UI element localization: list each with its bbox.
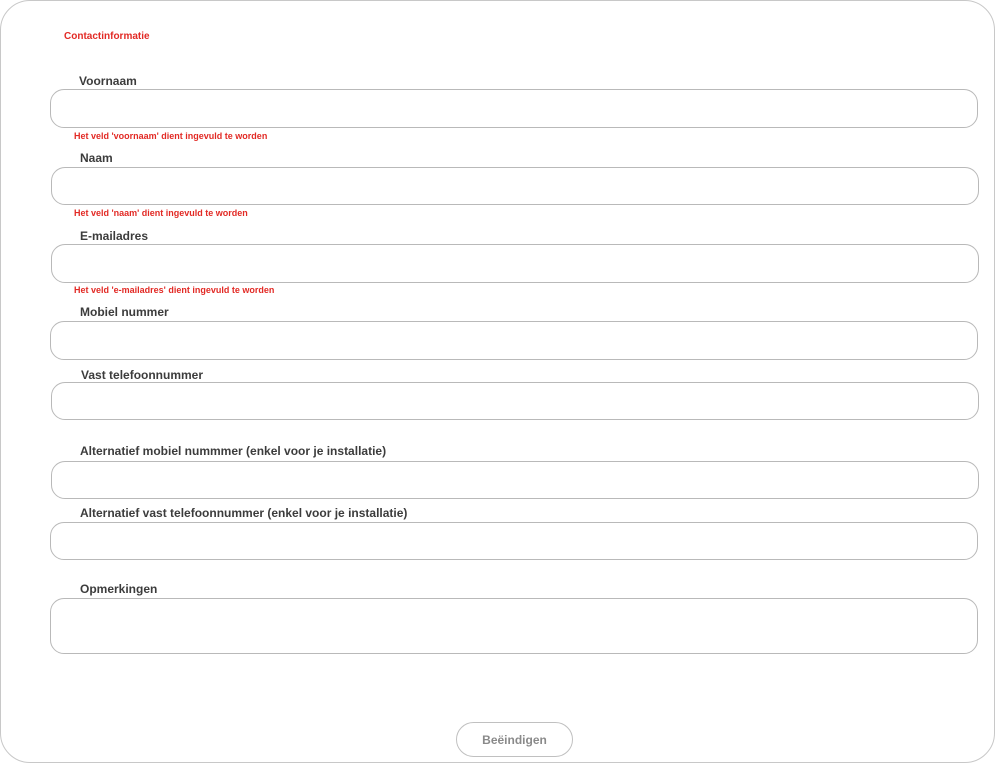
last-name-error: Het veld 'naam' dient ingevuld te worden <box>74 208 248 218</box>
section-title: Contactinformatie <box>64 31 150 42</box>
last-name-input[interactable] <box>51 167 979 205</box>
alt-mobile-input[interactable] <box>51 461 979 499</box>
landline-input[interactable] <box>51 382 979 420</box>
alt-landline-input[interactable] <box>50 522 978 560</box>
first-name-error: Het veld 'voornaam' dient ingevuld te worden <box>74 131 268 141</box>
email-input[interactable] <box>51 244 979 283</box>
last-name-label: Naam <box>80 151 113 165</box>
first-name-label: Voornaam <box>79 74 137 88</box>
finish-button[interactable]: Beëindigen <box>456 722 573 757</box>
remarks-label: Opmerkingen <box>80 582 158 596</box>
remarks-textarea[interactable] <box>50 598 978 654</box>
mobile-input[interactable] <box>50 321 978 360</box>
landline-label: Vast telefoonnummer <box>81 368 204 382</box>
alt-mobile-label: Alternatief mobiel nummmer (enkel voor je installatie) <box>80 444 387 458</box>
email-error: Het veld 'e-mailadres' dient ingevuld te worden <box>74 285 275 295</box>
mobile-label: Mobiel nummer <box>80 305 169 319</box>
email-label: E-mailadres <box>80 229 149 243</box>
first-name-input[interactable] <box>50 89 978 128</box>
alt-landline-label: Alternatief vast telefoonnummer (enkel voor je installatie) <box>80 506 408 520</box>
